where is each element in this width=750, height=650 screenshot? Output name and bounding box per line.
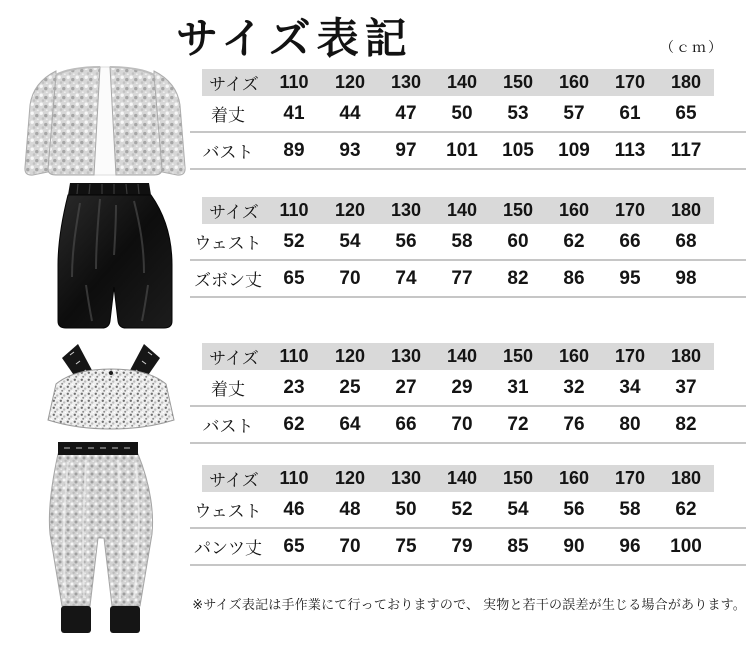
size-value: 110 xyxy=(279,468,309,488)
measure-value: 65 xyxy=(283,267,305,289)
measure-value: 57 xyxy=(563,102,585,124)
product-image-sequin-top xyxy=(38,336,184,431)
page-title: サイズ表記 xyxy=(176,15,413,62)
size-value: 140 xyxy=(446,468,478,488)
size-value: 120 xyxy=(334,346,366,366)
measure-row xyxy=(190,224,746,261)
measure-value: 98 xyxy=(675,267,697,289)
measure-value: 23 xyxy=(283,376,305,398)
measure-value: 66 xyxy=(395,413,417,435)
measure-value: 47 xyxy=(395,102,417,124)
measure-value: 82 xyxy=(507,267,529,289)
size-table xyxy=(190,343,746,444)
size-header-label: サイズ xyxy=(209,349,259,368)
measure-value: 117 xyxy=(670,139,702,161)
measure-row xyxy=(190,261,746,298)
measure-value: 54 xyxy=(339,230,361,252)
measure-value: 97 xyxy=(395,139,417,161)
size-value: 160 xyxy=(558,200,590,220)
measure-value: 52 xyxy=(451,498,473,520)
measure-label: ウェスト xyxy=(194,234,262,253)
measure-value: 77 xyxy=(451,267,473,289)
product-image-black-pants xyxy=(56,181,174,331)
measure-value: 31 xyxy=(507,376,529,398)
size-value: 130 xyxy=(390,72,422,92)
size-header-label: サイズ xyxy=(209,471,259,490)
measure-value: 65 xyxy=(675,102,697,124)
size-table xyxy=(190,197,746,298)
measure-value: 37 xyxy=(675,376,697,398)
measure-value: 62 xyxy=(563,230,585,252)
size-header-row xyxy=(202,69,714,96)
measure-value: 48 xyxy=(339,498,361,520)
product-image-sequin-jacket xyxy=(12,57,196,185)
measure-label: 着丈 xyxy=(211,106,245,125)
measure-label: バスト xyxy=(202,143,254,162)
measure-value: 93 xyxy=(339,139,361,161)
measure-value: 61 xyxy=(619,102,641,124)
size-value: 130 xyxy=(390,200,422,220)
measure-label: バスト xyxy=(202,417,254,436)
measure-row xyxy=(190,133,746,170)
measure-value: 25 xyxy=(339,376,361,398)
measure-value: 34 xyxy=(619,376,641,398)
size-value: 140 xyxy=(446,346,478,366)
size-value: 130 xyxy=(390,468,422,488)
measure-value: 113 xyxy=(614,139,646,161)
measure-value: 68 xyxy=(675,230,697,252)
size-value: 160 xyxy=(558,346,590,366)
measure-value: 29 xyxy=(451,376,473,398)
measure-value: 79 xyxy=(451,535,473,557)
measure-value: 44 xyxy=(339,102,361,124)
measure-value: 27 xyxy=(395,376,417,398)
measure-value: 75 xyxy=(395,535,417,557)
size-value: 130 xyxy=(390,346,422,366)
size-value: 140 xyxy=(446,200,478,220)
measure-value: 56 xyxy=(395,230,417,252)
size-value: 170 xyxy=(614,346,646,366)
measure-row xyxy=(190,529,746,566)
size-value: 180 xyxy=(670,468,702,488)
size-value: 150 xyxy=(502,468,534,488)
measure-value: 62 xyxy=(283,413,305,435)
measure-value: 58 xyxy=(619,498,641,520)
measure-value: 53 xyxy=(507,102,529,124)
sequin-top-illustration xyxy=(38,336,184,431)
sequin-jacket-illustration xyxy=(12,57,196,185)
measure-value: 56 xyxy=(563,498,585,520)
measure-value: 89 xyxy=(283,139,305,161)
measure-value: 95 xyxy=(619,267,641,289)
measure-value: 50 xyxy=(451,102,473,124)
size-value: 180 xyxy=(670,346,702,366)
measure-label: 着丈 xyxy=(211,380,245,399)
size-value: 150 xyxy=(502,72,534,92)
measure-label: パンツ丈 xyxy=(194,539,262,558)
size-value: 110 xyxy=(279,346,309,366)
measure-row xyxy=(190,96,746,133)
size-value: 110 xyxy=(279,200,309,220)
measure-value: 96 xyxy=(619,535,641,557)
measure-value: 80 xyxy=(619,413,641,435)
size-table xyxy=(190,465,746,566)
measure-label: ウェスト xyxy=(194,502,262,521)
measure-value: 105 xyxy=(502,139,534,161)
size-value: 170 xyxy=(614,468,646,488)
measure-value: 82 xyxy=(675,413,697,435)
size-value: 180 xyxy=(670,72,702,92)
measure-value: 46 xyxy=(283,498,305,520)
measure-value: 86 xyxy=(563,267,585,289)
size-header-row xyxy=(202,343,714,370)
measure-value: 58 xyxy=(451,230,473,252)
measure-value: 90 xyxy=(563,535,585,557)
size-value: 170 xyxy=(614,72,646,92)
measure-value: 70 xyxy=(451,413,473,435)
size-value: 180 xyxy=(670,200,702,220)
measure-value: 54 xyxy=(507,498,529,520)
size-value: 150 xyxy=(502,346,534,366)
size-value: 160 xyxy=(558,72,590,92)
measure-row xyxy=(190,370,746,407)
measure-value: 76 xyxy=(563,413,585,435)
size-value: 140 xyxy=(446,72,478,92)
size-table xyxy=(190,69,746,170)
measure-value: 64 xyxy=(339,413,361,435)
size-value: 120 xyxy=(334,72,366,92)
measure-label: ズボン丈 xyxy=(194,271,262,290)
sequin-pants-illustration xyxy=(46,438,156,643)
size-header-label: サイズ xyxy=(209,203,259,222)
product-image-sequin-pants xyxy=(46,438,156,643)
size-header-label: サイズ xyxy=(209,75,259,94)
measure-value: 32 xyxy=(563,376,585,398)
measure-value: 109 xyxy=(558,139,590,161)
unit-label: （ｃｍ） xyxy=(660,39,724,55)
measure-row xyxy=(190,407,746,444)
size-value: 150 xyxy=(502,200,534,220)
measure-value: 65 xyxy=(283,535,305,557)
size-value: 120 xyxy=(334,468,366,488)
measure-value: 66 xyxy=(619,230,641,252)
black-pants-illustration xyxy=(56,181,174,331)
measure-value: 60 xyxy=(507,230,529,252)
measure-value: 72 xyxy=(507,413,529,435)
measure-value: 70 xyxy=(339,535,361,557)
size-value: 160 xyxy=(558,468,590,488)
measure-value: 100 xyxy=(670,535,702,557)
measure-value: 52 xyxy=(283,230,305,252)
size-value: 170 xyxy=(614,200,646,220)
measure-value: 70 xyxy=(339,267,361,289)
measure-value: 74 xyxy=(395,267,417,289)
measure-value: 85 xyxy=(507,535,529,557)
size-value: 120 xyxy=(334,200,366,220)
size-header-row xyxy=(202,465,714,492)
measure-value: 50 xyxy=(395,498,417,520)
measure-value: 41 xyxy=(283,102,305,124)
disclaimer-note: ※サイズ表記は手作業にて行っておりますので、 実物と若干の誤差が生じる場合があります。 xyxy=(192,597,746,612)
size-header-row xyxy=(202,197,714,224)
measure-row xyxy=(190,492,746,529)
size-value: 110 xyxy=(279,72,309,92)
measure-value: 101 xyxy=(446,139,478,161)
measure-value: 62 xyxy=(675,498,697,520)
